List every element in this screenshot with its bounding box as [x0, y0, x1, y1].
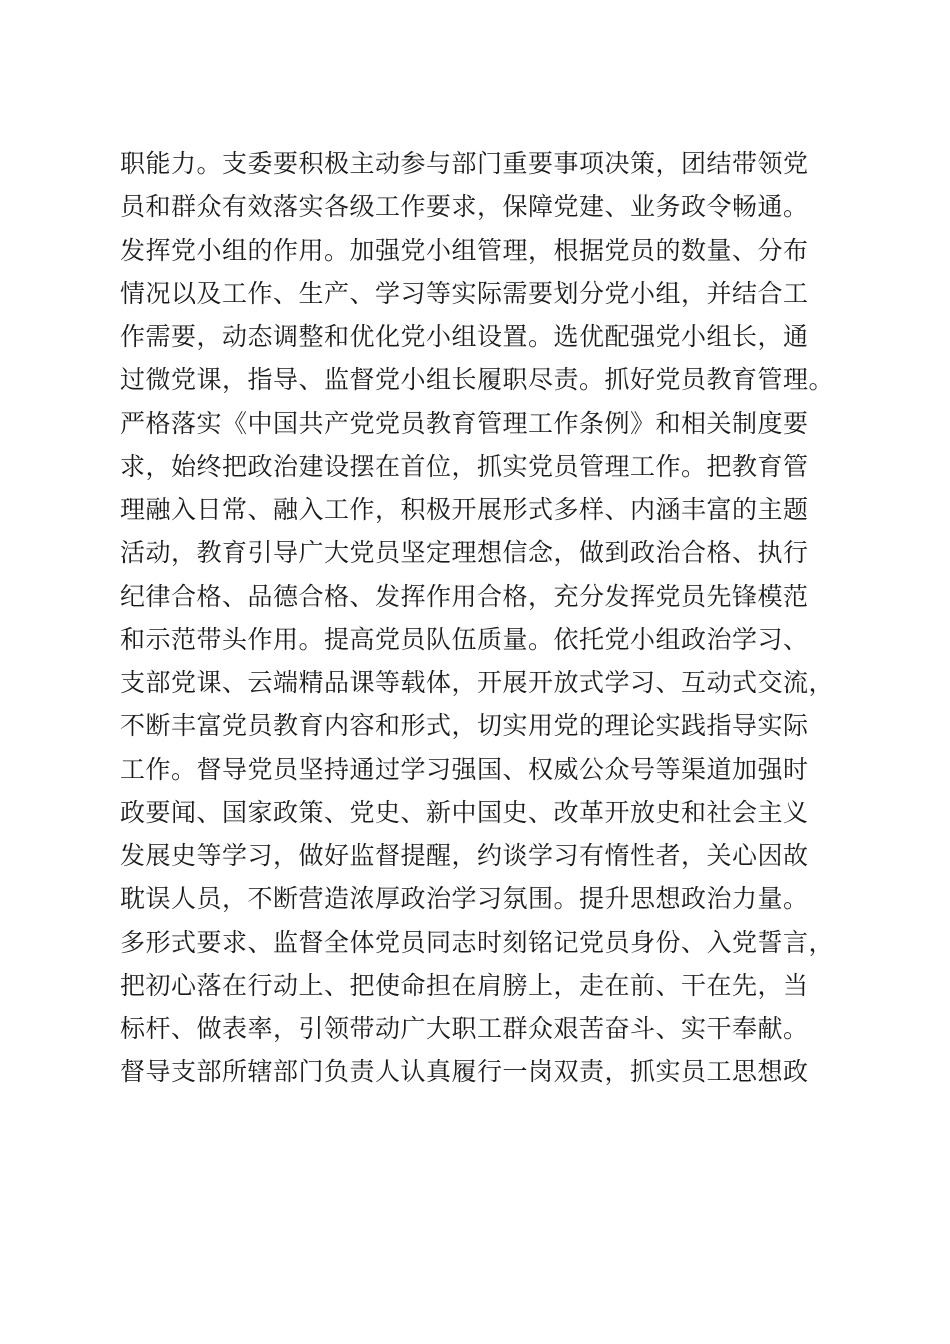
text-line: 把初心落在行动上、把使命担在肩膀上，走在前、干在先，当: [120, 970, 809, 1000]
text-line: 工作。督导党员坚持通过学习强国、权威公众号等渠道加强时: [120, 754, 809, 784]
text-line: 作需要，动态调整和优化党小组设置。选优配强党小组长，通: [120, 322, 809, 351]
text-line: 不断丰富党员教育内容和形式，切实用党的理论实践指导实际: [120, 711, 809, 741]
text-line: 情况以及工作、生产、学习等实际需要划分党小组，并结合工: [120, 278, 809, 308]
text-line: 员和群众有效落实各级工作要求，保障党建、业务政令畅通。: [120, 192, 809, 222]
text-line: 纪律合格、品德合格、发挥作用合格，充分发挥党员先锋模范: [120, 581, 809, 611]
text-line: 和示范带头作用。提高党员队伍质量。依托党小组政治学习、: [120, 624, 809, 654]
text-line: 严格落实《中国共产党党员教育管理工作条例》和相关制度要: [120, 408, 809, 438]
text-line: 耽误人员，不断营造浓厚政治学习氛围。提升思想政治力量。: [120, 884, 809, 914]
text-line: 多形式要求、监督全体党员同志时刻铭记党员身份、入党誓言，: [120, 927, 835, 957]
text-line: 支部党课、云端精品课等载体，开展开放式学习、互动式交流，: [120, 668, 835, 697]
text-line: 过微党课，指导、监督党小组长履职尽责。抓好党员教育管理。: [120, 365, 835, 395]
text-line: 发挥党小组的作用。加强党小组管理，根据党员的数量、分布: [120, 235, 809, 265]
text-line: 理融入日常、融入工作，积极开展形式多样、内涵丰富的主题: [120, 495, 809, 524]
text-line: 政要闻、国家政策、党史、新中国史、改革开放史和社会主义: [120, 797, 809, 827]
text-line: 活动，教育引导广大党员坚定理想信念，做到政治合格、执行: [120, 538, 809, 568]
text-line: 督导支部所辖部门负责人认真履行一岗双责，抓实员工思想政: [120, 1057, 809, 1087]
text-line: 求，始终把政治建设摆在首位，抓实党员管理工作。把教育管: [120, 451, 809, 481]
body-text: [120, 142, 860, 1094]
text-line: 发展史等学习，做好监督提醒，约谈学习有惰性者，关心因故: [120, 841, 809, 870]
text-line: 职能力。支委要积极主动参与部门重要事项决策，团结带领党: [120, 149, 809, 178]
text-line: 标杆、做表率，引领带动广大职工群众艰苦奋斗、实干奉献。: [120, 1014, 809, 1043]
